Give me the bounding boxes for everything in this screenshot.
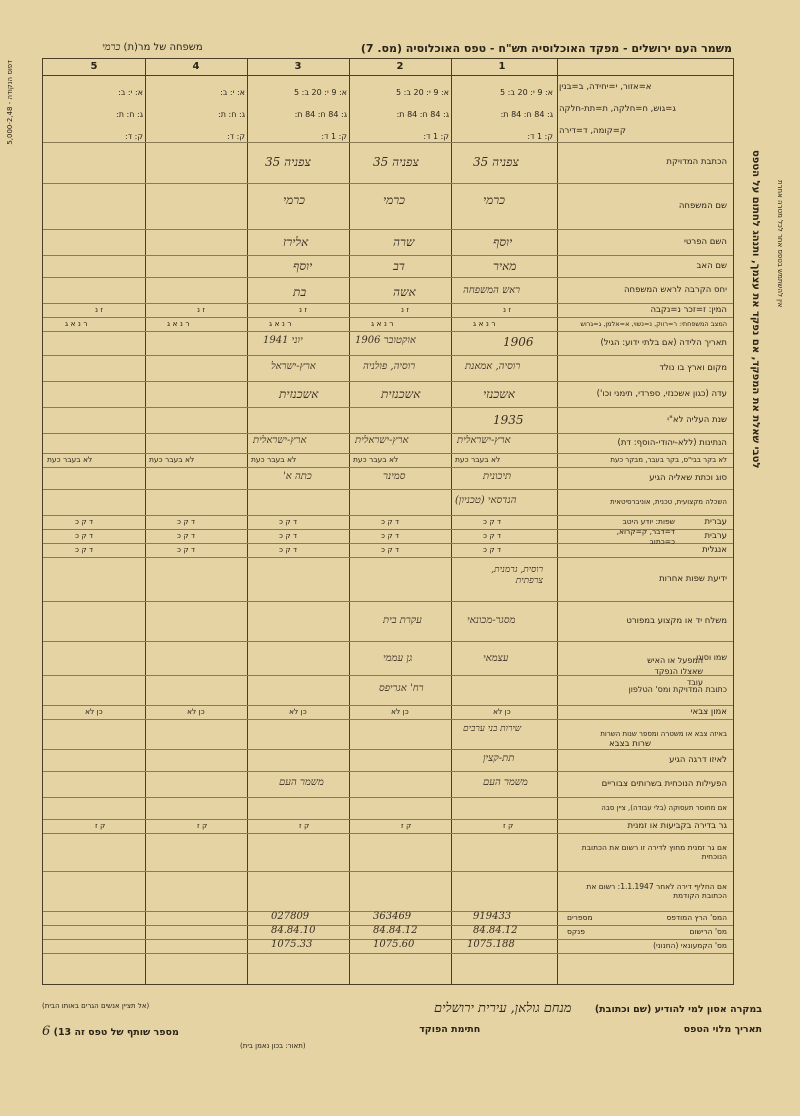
form-header [42,42,732,55]
c2-serial: 363469 [373,911,412,922]
c3-lang-opts-1: ד ק כ [279,517,298,526]
form-title: משמר העם ירושלים - מפקד האוכלוסיה תש"ח - טפס האוכלוסיה (מס. 7) [360,42,732,55]
c5-school-options: לא בעבר כעת [47,455,93,464]
c2-community: אשכנזית [381,387,421,401]
c3-stay-opts: ק ז [299,821,310,830]
c1-school-type: תיכונית [483,471,512,482]
ration-label: פנקס [567,927,585,936]
c4-marital-options: ר נ א ג [167,319,190,328]
c5-lang-opts-1: ד ק כ [75,517,94,526]
row-prev-address: אם החליף דירה לאחר 1.1.1947: רשום את הכתובת הקודמת [43,871,733,912]
side-small-text: אין להשתמש בטפס אחר לכל מטרה אחרת [776,180,784,308]
column-number-2: 2 [396,61,404,72]
c2-employer-address: רח' אגריפס [379,683,424,694]
row-employer-address: כתובת המדויקת ומס' הטלפון [43,675,733,706]
column-number-1: 1 [498,61,506,72]
c3-surname: כרמי [283,193,306,207]
c5-stay-opts: ק ז [95,821,106,830]
c1-birthplace: רוסיה, אמאנת [465,361,521,372]
row-temp-address: אם גר זמנית מחוץ לדירה זו רשום את הכתובת הנוכחית [43,833,733,872]
c2-lang-opts-1: ד ק כ [381,517,400,526]
c1-retailer: 1075.188 [467,939,515,950]
address-codes-row: א=אזור, י=יחידה, ב=בנין ג=גוש, ח=חלקה, ת=תת-חלקה ק=קומה, ד=דירה א: 9 י: 20 ב: 5 ג: 84 ח: 84 ת: ק: 1 ד: א: 9 י: 20 ב: 5 ג: 84 ח: 84 ת: ק: 1 ד: א: 9 י: 20 ב: 5 ג: 84 ח: 84 ת: ק: 1 ד: א: י: ב: ג: ח: ת: ק: ד: א: י: ב: ג: ח: ת: ק: ד: [43,75,733,143]
c2-surname: כרמי [383,193,406,207]
address-code-col3: א: 9 י: 20 ב: 5 ג: 84 ח: 84 ת: ק: 1 ד: [294,88,347,141]
c3-sex-options: ז נ [299,305,307,314]
column-number-4: 4 [192,61,200,72]
row-marital: המצב המשפחתי: ר=רווק, נ=נשוי, א=אלמן, ג=גרוש [43,317,733,332]
c3-retailer: 1075.33 [271,939,313,950]
row-dob: תאריך הלידה (אם בלתי ידוע: הגיל) [43,331,733,356]
c1-address: צפניה 35 [473,155,519,169]
family-name-field: משפחה של מר(ת) כרמי [102,42,203,53]
row-lang-hebrew: עברית [43,515,733,530]
row-surname: שם המשפחה [43,183,733,230]
c1-military-rank: תת-קצין [483,753,515,764]
c1-serial: 919433 [473,911,512,922]
row-citizenship: הנתינות (ללא-יהודי-הוסף: דת) [43,433,733,454]
c2-birthplace: רוסיה, פולניה [363,361,416,372]
c3-community: אשכנזית [279,387,319,401]
c5-military-opts: כן לא [85,707,103,716]
row-education: השכלה מקצועית, טכנית, אוניברסיטאית [43,489,733,516]
address-code-col5: א: י: ב: ג: ח: ת: ק: ד: [116,88,143,141]
c1-aliyah: 1935 [493,413,524,427]
c1-other-languages: רוסית, גרמנית, צרפתית [491,565,543,586]
footer-signature: תאריך מלוי הטפס חתימת הפוקד מספר שותף של טפס זה 13) 6 [42,1024,762,1039]
c2-citizenship: ארץ-ישראלית [355,435,409,446]
address-code-col2: א: 9 י: 20 ב: 5 ג: 84 ח: 84 ת: ק: 1 ד: [396,88,449,141]
c1-school-options: לא בעבר כעת [455,455,501,464]
c3-registration: 84.84.10 [271,925,316,936]
c4-lang-opts-3: ד ק כ [177,545,196,554]
row-community: עדה (כגון אשכנזי, ספרדי, תימני וכו') [43,381,733,408]
row-army-service: באיזה צבא או משטרה ומספר שנות השרות [43,719,733,750]
c2-registration: 84.84.12 [373,925,418,936]
c3-lang-opts-3: ד ק כ [279,545,298,554]
c1-community: אשכנזי [483,387,515,401]
c1-relation: ראש המשפחה [463,285,521,296]
row-relation: יחס הקרבה לראש המשפחה [43,277,733,304]
c1-lang-opts-3: ד ק כ [483,545,502,554]
row-lang-arabic: ערבית [43,529,733,544]
c3-public-service: משמר העם [279,777,324,788]
c2-dob: אוקטובר 1906 [355,335,416,346]
c2-employer: גן עממי [383,653,413,664]
c1-military-opts: כן לא [493,707,511,716]
c3-school-type: כתה א' [283,471,312,482]
row-other-languages: ידיעת שפות אחרות [43,557,733,602]
row-37 [43,953,733,983]
row-sex: המין: ז=זכר נ=נקבה [43,303,733,318]
c3-address: צפניה 35 [265,155,311,169]
c1-employer: עצמאי [483,653,509,664]
row-employer: שמו וסוגו [43,641,733,676]
c2-stay-opts: ק ז [401,821,412,830]
c1-sex-options: ז נ [503,305,511,314]
c2-occupation: עקרת בית [383,615,422,626]
column-number-3: 3 [294,61,302,72]
c5-sex-options: ז נ [95,305,103,314]
c4-stay-opts: ק ז [197,821,208,830]
c5-marital-options: ר נ א ג [65,319,88,328]
c2-given-name: שרה [393,235,415,249]
c1-father: מאיר [493,259,517,273]
c1-stay-opts: ק ז [503,821,514,830]
emergency-note: (אל תציין אנשים הגרים באותו הבית) [42,1002,150,1010]
row-father-name: שם האב [43,255,733,278]
military-service-label: שרות בצבא [609,739,651,749]
c2-school-type: סמינר [383,471,406,482]
row-registration: מס' הרישום [43,925,733,940]
c1-given-name: יוסף [493,235,513,249]
c1-citizenship: ארץ-ישראלית [457,435,511,446]
c4-school-options: לא בעבר כעת [149,455,195,464]
row-aliyah: שנת העליה לא"י [43,407,733,434]
c1-military-service: שירות בני ערבים [463,724,522,734]
c2-sex-options: ז נ [401,305,409,314]
row-unemployed: אם מחוסר תעסוקה (בלי עבודה), ציין סבה [43,797,733,820]
c2-retailer: 1075.60 [373,939,415,950]
c2-school-options: לא בעבר כעת [353,455,399,464]
c1-lang-opts-1: ד ק כ [483,517,502,526]
c4-lang-opts-2: ד ק כ [177,531,196,540]
c3-school-options: לא בעבר כעת [251,455,297,464]
c1-surname: כרמי [483,193,506,207]
row-occupation: משלח יד או מקצוע במפורט [43,601,733,642]
c2-address: צפניה 35 [373,155,419,169]
c3-serial: 027809 [271,911,310,922]
c3-marital-options: ר נ א ג [269,319,292,328]
row-lang-english: אנגלית [43,543,733,558]
row-military-trust: אמון צבאי [43,705,733,720]
c2-father: דב [393,259,405,273]
row-retailer: מס' הקמעונאי (החנוני) [43,939,733,954]
row-public-service: הפעילות הנוכחית בשרותים צבוריים [43,771,733,798]
c1-lang-opts-2: ד ק כ [483,531,502,540]
footer-emergency: במקרה אסון למי להודיע (שם וכתובת) מנחם גולאן, עירית ירושלים (אל תציין אנשים הגרים באותו הבית) [42,1001,762,1016]
c2-lang-opts-3: ד ק כ [381,545,400,554]
c3-military-opts: כן לא [289,707,307,716]
c5-lang-opts-2: ד ק כ [75,531,94,540]
clerk-note: (תאור: בכון נאמן בית) [240,1042,306,1050]
c4-military-opts: כן לא [187,707,205,716]
c1-registration: 84.84.12 [473,925,518,936]
side-main-text: לטבי שאלת את המפקד, אם נפקד את עצמך, ותנהג לחתום על הטפס [750,150,761,469]
c3-dob: יוני 1941 [263,335,303,346]
row-serial: המס' הרץ המודפס [43,911,733,926]
side-instructions [736,70,796,970]
c4-lang-opts-1: ד ק כ [177,517,196,526]
c1-public-service: משמר העם [483,777,528,788]
c3-lang-opts-2: ד ק כ [279,531,298,540]
row-residence: גר בדירה בקביעות או זמנית [43,819,733,834]
emergency-value: מנחם גולאן, עירית ירושלים [434,1001,572,1016]
form-grid [42,58,734,985]
c3-father: יוסף [293,259,313,273]
workplace-label: המפעל או האיש שאצלו הנפקד עובד [647,656,703,688]
row-given-name: השם הפרטי [43,229,733,256]
row-school-type: סוג וכתת שאליה הגיע [43,467,733,490]
column-number-5: 5 [90,61,98,72]
c2-marital-options: ר נ א ג [371,319,394,328]
c1-occupation: מסגר-מכונאי [467,615,516,626]
c2-military-opts: כן לא [391,707,409,716]
address-code-col1: א: 9 י: 20 ב: 5 ג: 84 ח: 84 ת: ק: 1 ד: [500,88,553,141]
languages-label: שפות: יודע היטב ד=דבר, ק=קרוא, כ=כתוב [616,517,675,546]
c1-dob: 1906 [503,335,534,349]
c3-given-name: אלירז [283,235,309,249]
row-school: לא בקר בבי"ס, בקר בעבר, מבקר כעת [43,453,733,468]
c5-lang-opts-3: ד ק כ [75,545,94,554]
row-address: הכתבת המדויקת [43,141,733,184]
c2-lang-opts-2: ד ק כ [381,531,400,540]
c3-citizenship: ארץ-ישראלית [253,435,307,446]
c4-sex-options: ז נ [197,305,205,314]
row-birthplace: מקום וארץ בו נולד [43,355,733,382]
c3-birthplace: ארץ-ישראל [271,361,316,372]
row-army-rank: לאיזו דרגה הגיע [43,749,733,772]
c3-relation: בת [293,285,307,299]
numbers-label: מספרים [567,913,593,922]
address-code-col4: א: י: ב: ג: ח: ת: ק: ד: [218,88,245,141]
c2-relation: אשה [393,285,416,299]
printer-imprint: דפוס הנקודה - 5,000-2,48 [6,60,14,145]
c1-education: הנדסאי (טכניון) [455,495,517,506]
c1-marital-options: ר נ א ג [473,319,496,328]
